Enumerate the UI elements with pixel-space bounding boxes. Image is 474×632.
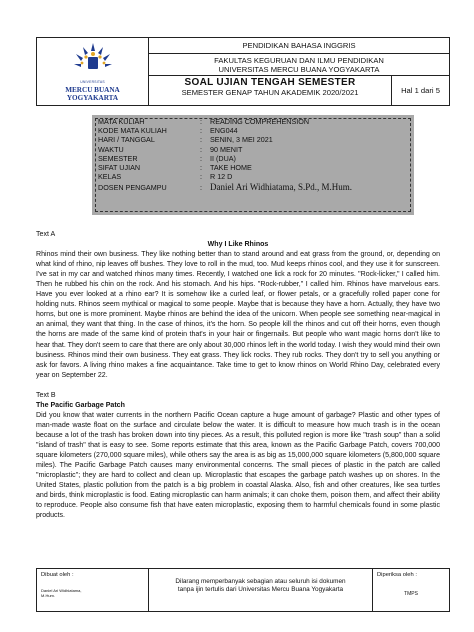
- info-colon: :: [200, 135, 202, 145]
- exam-title: SOAL UJIAN TENGAH SEMESTER: [184, 77, 356, 88]
- text-a-label: Text A: [36, 231, 56, 238]
- info-key: DOSEN PENGAMPU: [98, 183, 167, 193]
- page-indicator: Hal 1 dari 5: [391, 76, 449, 105]
- info-row: [98, 126, 408, 135]
- logo-line1: MERCU BUANA: [65, 86, 120, 94]
- info-value: ENG044: [210, 126, 238, 136]
- footer-checked-by: [373, 569, 449, 611]
- footer-made-by: [37, 569, 149, 611]
- text-a-title: Why I Like Rhinos: [207, 241, 269, 249]
- exam-subtitle: SEMESTER GENAP TAHUN AKADEMIK 2020/2021: [181, 88, 359, 97]
- info-key: SEMESTER: [98, 153, 138, 163]
- info-colon: :: [200, 183, 202, 193]
- info-key: WAKTU: [98, 144, 124, 154]
- info-row-lecturer: [98, 181, 408, 194]
- made-by-label: Dibuat oleh :: [41, 572, 74, 578]
- info-value: 90 MENIT: [210, 144, 243, 154]
- faculty-block: [149, 54, 449, 76]
- logo-top-text: UNIVERSITAS: [80, 80, 105, 84]
- info-row: [98, 163, 408, 172]
- info-key: HARI / TANGGAL: [98, 135, 155, 145]
- document-header: [36, 37, 450, 106]
- department: PENDIDIKAN BAHASA INGGRIS: [149, 38, 449, 54]
- info-colon: :: [200, 144, 202, 154]
- info-key: KODE MATA KULIAH: [98, 126, 167, 136]
- logo-emblem-icon: [71, 41, 115, 79]
- made-by-name-line1: Daniel Ari Widhiatama,: [41, 588, 82, 593]
- exam-info-box: [92, 115, 414, 215]
- passage-spacer: [36, 381, 440, 391]
- text-a-body: Rhinos mind their own business. They like nothing better than to stand around and eat grass from the ground, or, depending on what kind of rhino, nip leaves off bushes. They love to roll in the mud, too. Mud keeps rhinos cool, and they use it for sunscreen. I've sat in my car and watched rhinos many times. Recently, I watched one lick a rock for 20 minutes. "Rock-licker," I called him. Then he rubbed his chin on the rock. And his stomach. And his hips. "Rock-rubber," I called him. Rhinos have marvelous ears. Have you ever looked at a rhino ear? It is somehow like a curled leaf, or flower petals, or a gracefully rolled paper cone for holding nuts. Rhinos seem mythical or magical to some people. Maybe that is because they have a horn. Actually, they have two horns, but one is more prominent. Maybe rhinos are behind the idea of the unicorn. When people see something near-magical in an animal, they want that thing. In the case of rhinos, it's the horn. So people kill the rhinos and cut off their horns, even though the horns are made of the same kind of protein that's in your hair or fingernails. But people who want magic horns don't like to hear that. They don't seem to care that there are only about 30,000 rhinos left in the world today. I wish they would mind their own business. Rhinos mind their own business. They eat grass. They lick rocks. They rub rocks. They don't try to sell you anything or ask for favors. A living rhino makes a fine acquaintance. Take time to get to know rhinos on World Rhino Day, celebrated every year on September 22.: [36, 251, 440, 379]
- info-colon: :: [200, 126, 202, 136]
- made-by-name: [41, 588, 144, 598]
- university-logo: [37, 38, 149, 105]
- document-footer: [36, 568, 450, 612]
- checked-by-value: TMPS: [404, 591, 418, 597]
- info-colon: :: [200, 172, 202, 182]
- info-key: MATA KULIAH: [98, 117, 145, 126]
- info-row: [98, 117, 408, 126]
- info-colon: :: [200, 162, 202, 172]
- info-key: KELAS: [98, 172, 122, 182]
- footer-notice: [149, 569, 373, 611]
- reading-passages: [36, 230, 440, 521]
- checked-by-label: Diperiksa oleh :: [377, 572, 417, 578]
- made-by-name-line2: M.Hum.: [41, 593, 55, 598]
- exam-title-cell: [149, 76, 391, 105]
- info-rows: [98, 117, 408, 194]
- info-row: [98, 154, 408, 163]
- info-colon: :: [200, 117, 202, 126]
- notice-line1: Dilarang memperbanyak sebagian atau seluruh isi dokumen: [175, 578, 346, 585]
- logo-line2: YOGYAKARTA: [66, 94, 119, 102]
- text-b-body: Did you know that water currents in the northern Pacific Ocean capture a huge amount of garbage? Plastic and other types of man-made waste float on the surface and circulate below the water. It is difficult to measure how much trash is in the ocean because a lot of the trash has broken down into tiny pieces. As a result, this polluted region is more like "trash soup" than a solid "island of trash" that is easy to see. Some reports estimate that this area, known as the Pacific Garbage Patch, covers 700,000 square kilometers (270,000 square miles), while others say the area is as big as 15,000,000 square kilometers (5,800,000 square miles). The Pacific Garbage Patch causes many environmental concerns. The small pieces of plastic in the patch are called "microplastic"; they are hard to collect and clean up. Microplastic that escapes the garbage patch washes up on shores. In the United States, plastic pollution from the patch is a big problem in coastal Alaska. Also, fish and other creatures, like sea turtles and birds, think microplastic is food. Eating microplastic can harm animals; it can choke them, poison them, and affect their ability to reproduce. People also consume fish that have eaten microplastic, exposing them to harmful chemicals found in some plastic products.: [36, 411, 440, 520]
- logo-wordmark: [65, 86, 120, 102]
- info-value: TAKE HOME: [210, 162, 252, 172]
- info-row: [98, 172, 408, 181]
- info-value: SENIN, 3 MEI 2021: [210, 135, 273, 145]
- info-row: [98, 135, 408, 144]
- text-b-label: Text B: [36, 391, 56, 399]
- info-key: SIFAT UJIAN: [98, 162, 141, 172]
- faculty-line2: UNIVERSITAS MERCU BUANA YOGYAKARTA: [218, 65, 380, 74]
- text-b-title: The Pacific Garbage Patch: [36, 401, 125, 409]
- info-row: [98, 145, 408, 154]
- faculty-line1: FAKULTAS KEGURUAN DAN ILMU PENDIDIKAN: [214, 56, 384, 65]
- info-value: READING COMPREHENSION: [210, 117, 310, 126]
- info-value: II (DUA): [210, 153, 236, 163]
- notice-line2: tanpa ijin tertulis dari Universitas Mercu Buana Yogyakarta: [177, 586, 344, 593]
- info-value: R 12 D: [210, 172, 233, 182]
- info-colon: :: [200, 153, 202, 163]
- header-main: [149, 38, 449, 105]
- exam-row: [149, 76, 449, 105]
- lecturer-name: Daniel Ari Widhiatama, S.Pd., M.Hum.: [210, 182, 352, 193]
